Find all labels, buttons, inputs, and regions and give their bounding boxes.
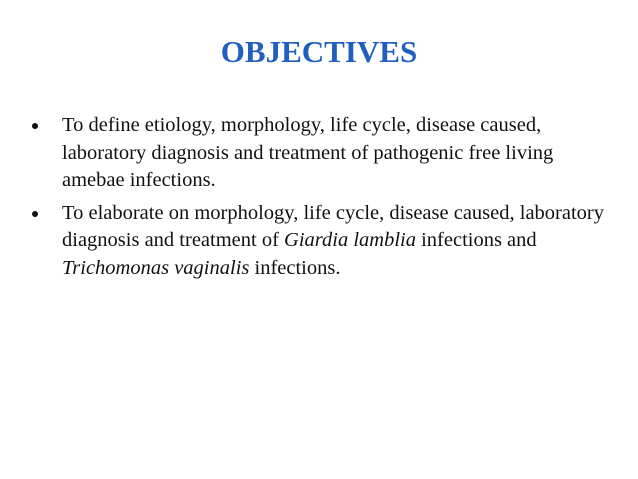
bullet-dot-icon: [32, 123, 38, 129]
bullet-text-part: To elaborate on morphology, life cycle, disease caused, laboratory diagnosis and treatment of: [62, 201, 604, 251]
slide-title: OBJECTIVES: [220, 34, 418, 69]
bullet-dot-icon: [32, 211, 38, 217]
bullet-item: [30, 200, 610, 283]
bullet-text: To define etiology, morphology, life cycle, disease caused, laboratory diagnosis and treatment of pathogenic free living amebae infections.: [62, 114, 554, 191]
bullet-item: [30, 112, 610, 195]
bullet-text-part: infections and: [415, 229, 537, 251]
bullet-list: [30, 112, 610, 287]
organism-name: Giardia lamblia: [284, 229, 416, 251]
organism-name: Trichomonas vaginalis: [62, 256, 250, 279]
bullet-text-part: infections.: [249, 256, 341, 279]
